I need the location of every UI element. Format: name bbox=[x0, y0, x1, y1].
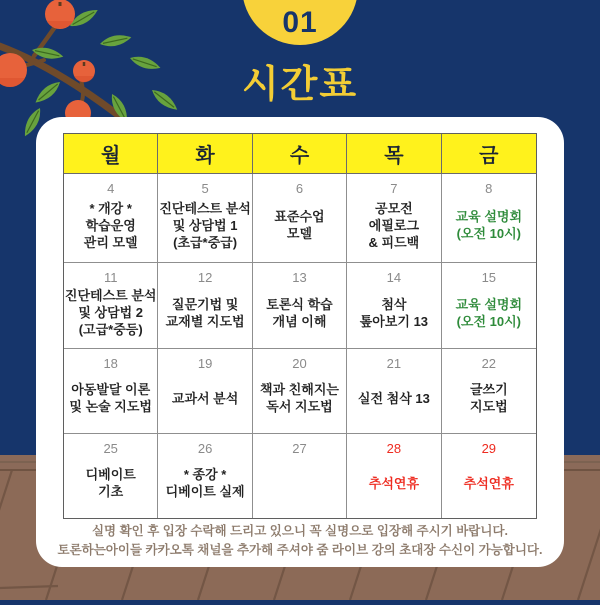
lesson-text-line: 독서 지도법 bbox=[266, 399, 333, 414]
lesson-text-line: 표준수업 bbox=[274, 209, 325, 224]
lesson-text-line: (오전 10시) bbox=[456, 226, 521, 241]
date-number: 5 bbox=[201, 181, 209, 196]
date-number: 4 bbox=[107, 181, 115, 196]
lesson-text-line: 추석연휴 bbox=[368, 475, 419, 491]
lesson-text bbox=[172, 371, 238, 433]
lesson-text-line: 공모전 bbox=[375, 200, 413, 216]
weekday-header: 수 bbox=[253, 134, 347, 174]
lesson-text-line: 책과 친해지는 bbox=[260, 382, 339, 397]
lesson-text bbox=[69, 371, 152, 433]
calendar-cell bbox=[253, 263, 347, 349]
date-number: 27 bbox=[292, 441, 307, 456]
lesson-text-line: 글쓰기 bbox=[469, 382, 508, 397]
date-number: 14 bbox=[386, 270, 402, 285]
schedule-card bbox=[36, 117, 564, 567]
lesson-text bbox=[159, 196, 251, 262]
date-number: 28 bbox=[386, 441, 402, 456]
calendar-cell bbox=[442, 349, 536, 434]
date-number: 19 bbox=[197, 356, 213, 371]
calendar-cell bbox=[64, 174, 158, 263]
calendar-cell bbox=[347, 263, 441, 349]
lesson-text-line: 및 상담법 2 bbox=[78, 305, 144, 320]
lesson-text bbox=[260, 371, 339, 433]
lesson-text-line: 진단테스트 분석 bbox=[64, 288, 157, 303]
lesson-text-line: 질문기법 및 bbox=[171, 296, 239, 312]
lesson-text bbox=[166, 456, 245, 518]
weekday-header: 화 bbox=[158, 134, 252, 174]
date-number: 11 bbox=[103, 270, 118, 285]
calendar-cell bbox=[442, 174, 536, 263]
lesson-text-line: * 개강 * bbox=[89, 200, 132, 216]
lesson-text bbox=[456, 285, 522, 348]
lesson-text-line: & 피드백 bbox=[368, 234, 420, 250]
date-number: 22 bbox=[481, 356, 497, 371]
lesson-text bbox=[358, 371, 430, 433]
date-number: 7 bbox=[390, 181, 398, 196]
date-number: 20 bbox=[292, 356, 307, 371]
lesson-text-line: 교육 설명회 bbox=[455, 209, 522, 224]
calendar-cell bbox=[347, 434, 441, 518]
lesson-text-line: 토론식 학습 bbox=[266, 296, 333, 312]
calendar-cell bbox=[64, 434, 158, 518]
lesson-text-line: 아동발달 이론 bbox=[71, 382, 151, 397]
date-number: 29 bbox=[481, 441, 497, 456]
calendar-cell bbox=[253, 434, 347, 518]
lesson-text-line: 기초 bbox=[98, 484, 124, 499]
lesson-text bbox=[65, 285, 157, 348]
weekday-header: 월 bbox=[64, 134, 158, 174]
date-number: 26 bbox=[197, 441, 213, 456]
lesson-text bbox=[360, 285, 428, 348]
footer-note-line1: 실명 확인 후 입장 수락해 드리고 있으니 꼭 실명으로 입장해 주시기 바랍니다. bbox=[91, 524, 508, 538]
lesson-text bbox=[369, 456, 419, 518]
lesson-text-line: 및 상담법 1 bbox=[172, 217, 238, 233]
calendar-cell bbox=[347, 174, 441, 263]
calendar-cell bbox=[442, 263, 536, 349]
calendar-cell bbox=[158, 434, 252, 518]
calendar-table bbox=[63, 133, 537, 519]
lesson-text-line: 진단테스트 분석 bbox=[159, 200, 251, 216]
lesson-text-line: 교재별 지도법 bbox=[165, 313, 245, 329]
section-number-badge bbox=[242, 0, 358, 45]
date-number: 12 bbox=[197, 270, 213, 285]
date-number: 13 bbox=[292, 270, 307, 285]
lesson-text-line: (초급*중급) bbox=[173, 234, 238, 250]
lesson-text-line: 톺아보기 13 bbox=[359, 313, 429, 329]
lesson-text-line: 관리 모델 bbox=[83, 234, 138, 250]
calendar-cell bbox=[442, 434, 536, 518]
date-number: 25 bbox=[103, 441, 118, 456]
calendar-cell bbox=[347, 349, 441, 434]
calendar-cell bbox=[158, 263, 252, 349]
lesson-text-line: 모델 bbox=[286, 226, 313, 241]
date-number: 18 bbox=[103, 356, 118, 371]
lesson-text-line: 교과서 분석 bbox=[171, 390, 239, 406]
lesson-text-line: (오전 10시) bbox=[456, 313, 521, 329]
lesson-text-line: 교육 설명회 bbox=[455, 296, 522, 312]
footer-note-line2: 토론하는아이들 카카오톡 채널을 추가해 주셔야 줌 라이브 강의 초대장 수신이 가능합니다. bbox=[57, 543, 543, 557]
lesson-text-line: * 종강 * bbox=[183, 467, 227, 482]
lesson-text-line: 디베이트 bbox=[85, 467, 136, 482]
calendar-cell bbox=[253, 174, 347, 263]
lesson-text bbox=[84, 196, 138, 262]
lesson-text-line: 개념 이해 bbox=[272, 313, 327, 329]
calendar-cell bbox=[253, 349, 347, 434]
date-number: 6 bbox=[295, 181, 304, 196]
footer-note bbox=[36, 522, 564, 560]
lesson-text bbox=[456, 196, 522, 262]
lesson-text bbox=[470, 371, 508, 433]
lesson-text bbox=[266, 285, 332, 348]
calendar-cell bbox=[64, 263, 158, 349]
lesson-text-line: 첨삭 bbox=[381, 296, 407, 312]
calendar-cell bbox=[64, 349, 158, 434]
date-number: 21 bbox=[386, 356, 402, 371]
page-title: 시간표 bbox=[241, 64, 359, 106]
lesson-text-line: 에필로그 bbox=[368, 217, 419, 233]
lesson-text bbox=[274, 196, 324, 262]
lesson-text-line: (고급*중등) bbox=[78, 322, 143, 337]
lesson-text-line: 디베이트 실제 bbox=[165, 484, 245, 499]
lesson-text-line: 및 논술 지도법 bbox=[69, 399, 152, 414]
date-number: 8 bbox=[485, 181, 493, 196]
calendar-cell bbox=[158, 349, 252, 434]
lesson-text bbox=[166, 285, 245, 348]
lesson-text bbox=[369, 196, 420, 262]
lesson-text-line: 학습운영 bbox=[85, 217, 136, 233]
lesson-text-line: 추석연휴 bbox=[463, 475, 514, 491]
weekday-header: 목 bbox=[347, 134, 441, 174]
lesson-text bbox=[86, 456, 136, 518]
section-number: 01 bbox=[282, 6, 318, 39]
lesson-text-line: 실전 첨삭 13 bbox=[357, 390, 430, 406]
lesson-text-line: 지도법 bbox=[469, 399, 508, 414]
weekday-header: 금 bbox=[442, 134, 536, 174]
lesson-text bbox=[464, 456, 514, 518]
calendar-cell bbox=[158, 174, 252, 263]
date-number: 15 bbox=[481, 270, 497, 285]
